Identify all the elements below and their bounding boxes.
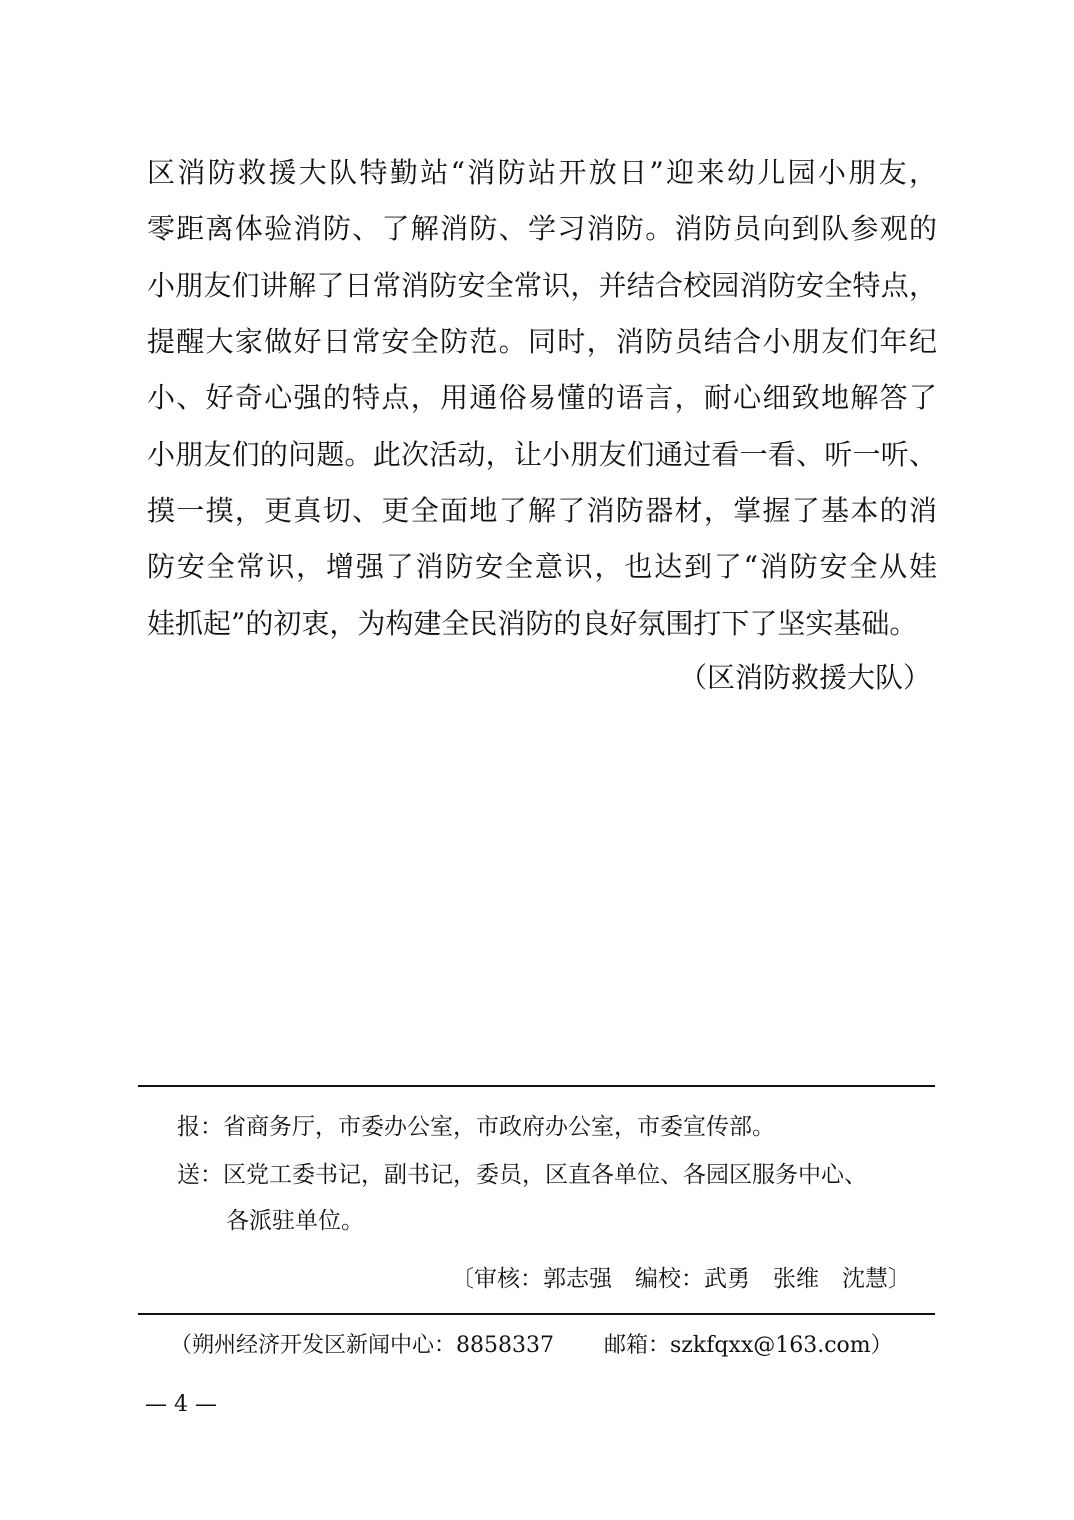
send-recipients: 送：区党工委书记，副书记，委员，区直各单位、各园区服务中心、 <box>177 1162 867 1188</box>
article-line: 小朋友们的问题。此次活动，让小朋友们通过看一看、听一听、 <box>147 438 937 471</box>
bottom-divider <box>138 1313 935 1315</box>
article-line: 提醒大家做好日常安全防范。同时，消防员结合小朋友们年纪 <box>147 325 937 358</box>
top-divider <box>138 1085 935 1087</box>
article-line: 零距离体验消防、了解消防、学习消防。消防员向到队参观的 <box>147 212 937 245</box>
article-line: 防安全常识，增强了消防安全意识，也达到了“消防安全从娃 <box>147 550 937 583</box>
article-line: 小朋友们讲解了日常消防安全常识，并结合校园消防安全特点， <box>147 269 937 302</box>
article-line: 小、好奇心强的特点，用通俗易懂的语言，耐心细致地解答了 <box>147 381 937 414</box>
article-line: 摸一摸，更真切、更全面地了解了消防器材，掌握了基本的消 <box>147 494 937 527</box>
email-address: 邮箱：szkfqxx@163.com） <box>603 1333 893 1358</box>
footer-contact <box>170 1328 893 1364</box>
report-recipients: 报：省商务厅，市委办公室，市政府办公室，市委宣传部。 <box>177 1114 775 1140</box>
send-recipients-continued: 各派驻单位。 <box>226 1208 364 1234</box>
news-center-phone: （朔州经济开发区新闻中心：8858337 <box>170 1333 554 1358</box>
review-credits: 〔审核：郭志强 编校：武勇 张维 沈慧〕 <box>451 1266 911 1292</box>
article-line: 娃抓起”的初衷，为构建全民消防的良好氛围打下了坚实基础。 <box>147 607 918 640</box>
article-line: 区消防救援大队特勤站“消防站开放日”迎来幼儿园小朋友， <box>147 156 937 189</box>
page-number: — 4 — <box>145 1392 217 1417</box>
article-byline: （区消防救援大队） <box>678 661 931 694</box>
